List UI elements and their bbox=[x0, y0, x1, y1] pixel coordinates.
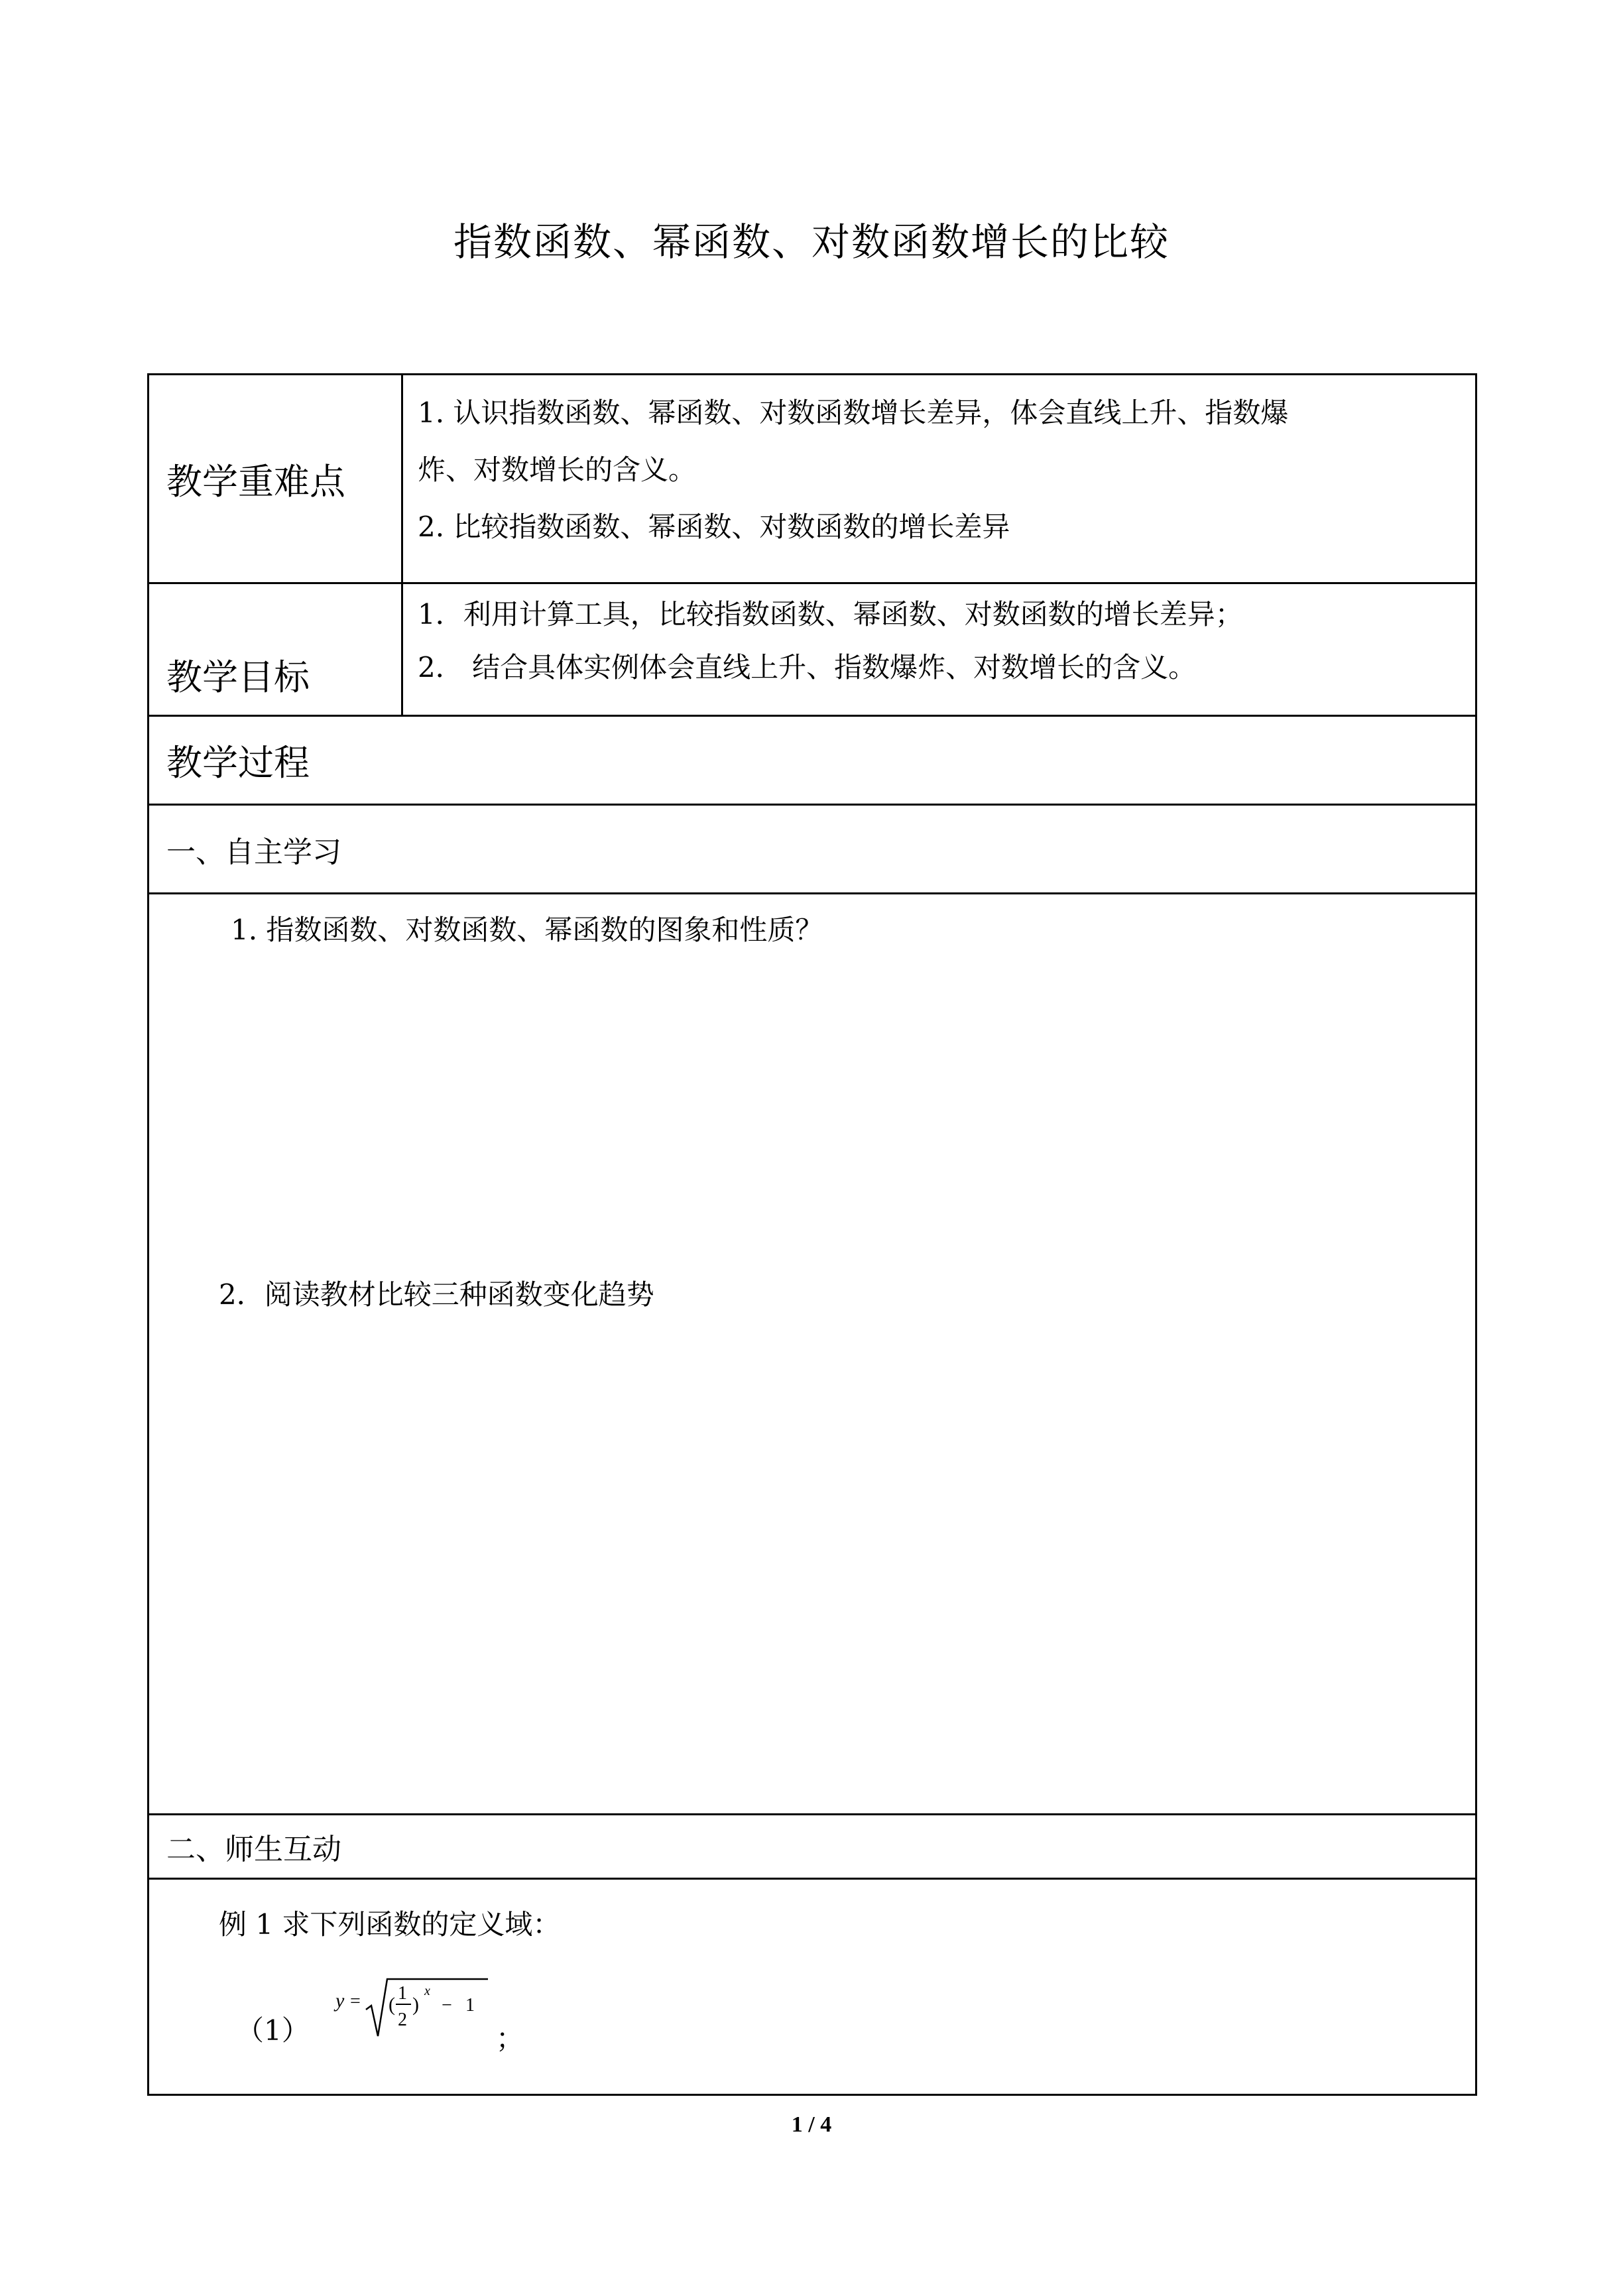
formula-y: y bbox=[335, 1990, 345, 2012]
objectives-line-1: 1．利用计算工具，比较指数函数、幂函数、对数函数的增长差异； bbox=[418, 598, 1243, 631]
page-title: 指数函数、幂函数、对数函数增长的比较 bbox=[453, 219, 1170, 265]
objectives-content bbox=[402, 583, 1476, 716]
section1-body bbox=[149, 894, 1476, 1815]
section1-body-row bbox=[149, 894, 1476, 1815]
example-item-1-label: （1） bbox=[236, 2014, 310, 2047]
section1-heading: 一、自主学习 bbox=[149, 805, 1476, 894]
process-heading: 教学过程 bbox=[149, 716, 1476, 805]
section2-heading: 二、师生互动 bbox=[149, 1815, 1476, 1879]
lesson-plan-table bbox=[147, 373, 1477, 2096]
key-points-label: 教学重难点 bbox=[149, 375, 402, 583]
close-paren: ) bbox=[412, 1994, 419, 2016]
section2-row bbox=[149, 1815, 1476, 1879]
objectives-row bbox=[149, 583, 1476, 716]
section1-row bbox=[149, 805, 1476, 894]
objectives-line-2: 2． 结合具体实例体会直线上升、指数爆炸、对数增长的含义。 bbox=[418, 651, 1197, 684]
process-row bbox=[149, 716, 1476, 805]
sqrt-formula bbox=[331, 1972, 524, 2052]
key-points-line-2: 炸、对数增长的含义。 bbox=[418, 453, 697, 486]
page-number: 1 / 4 bbox=[791, 2112, 832, 2137]
formula-one: 1 bbox=[465, 1995, 475, 2016]
key-points-line-3: 2. 比较指数函数、幂函数、对数函数的增长差异 bbox=[418, 511, 1010, 543]
fraction-numerator: 1 bbox=[398, 1983, 407, 2004]
formula-minus: − bbox=[442, 1995, 452, 2016]
question-2-text: 2．阅读教材比较三种函数变化趋势 bbox=[219, 1278, 654, 1311]
example-1: 例 1 求下列函数的定义域： bbox=[219, 1908, 561, 1941]
open-paren: ( bbox=[389, 1994, 395, 2016]
fraction-denominator: 2 bbox=[398, 2010, 407, 2030]
key-points-row bbox=[149, 375, 1476, 583]
formula-exponent: x bbox=[424, 1984, 430, 1998]
key-points-line-1: 1. 认识指数函数、幂函数、对数函数增长差异，体会直线上升、指数爆 bbox=[418, 396, 1289, 429]
question-1: 1. 指数函数、对数函数、幂函数的图象和性质？ bbox=[231, 914, 823, 946]
key-points-content bbox=[402, 375, 1476, 583]
formula-semicolon: ； bbox=[496, 2022, 524, 2055]
objectives-label: 教学目标 bbox=[149, 583, 402, 716]
formula-equals: = bbox=[350, 1991, 361, 2012]
